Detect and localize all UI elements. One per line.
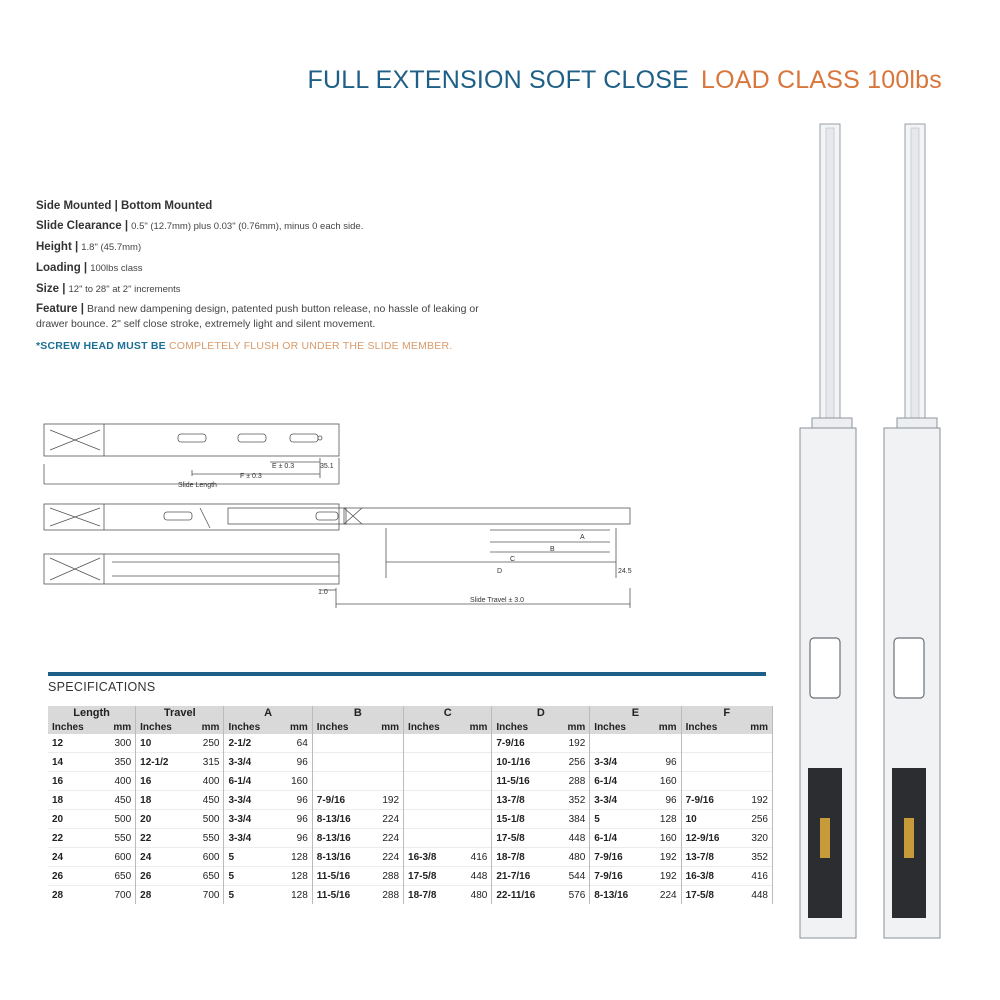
cell-mm: 352 [737,848,772,867]
cell-mm [369,772,404,791]
size-row [36,279,486,300]
cell-inches: 5 [228,851,235,863]
cell-inches: 3-3/4 [594,756,618,768]
cell-inches: 10-1/16 [496,756,531,768]
cell-mm: 400 [189,772,224,791]
cell-mm: 500 [189,810,224,829]
cell-inches: 18 [140,794,152,806]
cell-inches: 17-5/8 [685,889,714,901]
cell-inches: 16-3/8 [408,851,437,863]
cell-mm [737,772,772,791]
table-row [48,734,773,753]
feature-value: Brand new dampening design, patented push button release, no hassle of leaking or drawer bounce. 2" self close stroke, extremely light and silent movement. [36,303,479,330]
cell-inches: 7-9/16 [594,851,623,863]
cell-inches [404,772,457,791]
cell-inches: 7-9/16 [316,794,346,806]
cell-inches [681,753,737,772]
unit-inches: Inches [48,720,101,734]
spec-divider-bar [48,672,766,676]
cell-inches: 24 [140,851,152,863]
cell-mm: 250 [189,734,224,753]
cell-mm: 400 [101,772,136,791]
cell-inches: 8-13/16 [316,832,351,844]
slide-photo-1 [800,124,856,938]
cell-mm: 416 [457,848,492,867]
specifications-table [48,706,773,904]
drawing-label-351: 35.1 [320,463,334,470]
cell-inches: 26 [140,870,152,882]
cell-mm: 550 [189,829,224,848]
cell-mm: 288 [369,867,404,886]
cell-mm: 96 [277,791,312,810]
cell-inches: 3-3/4 [228,756,252,768]
cell-inches: 12-9/16 [685,832,720,844]
unit-inches: Inches [312,720,368,734]
cell-mm: 700 [101,886,136,905]
drawing-label-travel: Slide Travel ± 3.0 [470,597,525,604]
cell-inches [312,772,368,791]
cell-inches: 13-7/8 [685,851,714,863]
cell-inches: 10 [140,737,152,749]
cell-mm: 256 [737,810,772,829]
cell-inches: 26 [52,870,64,882]
cell-mm: 550 [101,829,136,848]
table-row [48,753,773,772]
cell-inches: 16 [52,775,64,787]
cell-mm: 160 [277,772,312,791]
unit-inches: Inches [681,720,737,734]
drawing-label-245: 24.5 [618,568,632,575]
cell-mm: 96 [646,753,681,772]
cell-mm [457,829,492,848]
clearance-label: Slide Clearance | [36,220,129,232]
cell-inches: 11-5/16 [496,775,530,787]
drawing-label-a: A [580,534,585,541]
cell-inches: 6-1/4 [228,775,252,787]
cell-mm: 700 [189,886,224,905]
cell-inches: 7-9/16 [685,794,714,806]
product-properties [36,196,486,356]
cell-inches: 3-3/4 [594,794,618,806]
unit-mm: mm [737,720,772,734]
unit-inches: Inches [492,720,555,734]
cell-inches: 20 [140,813,152,825]
cell-mm [737,753,772,772]
table-unit-header [48,720,773,734]
feature-label: Feature | [36,303,84,315]
cell-mm: 64 [277,734,312,753]
header-e: E [590,706,681,720]
cell-mm: 350 [101,753,136,772]
cell-mm [457,734,492,753]
cell-inches [681,734,737,753]
drawing-label-b: B [550,546,555,553]
header-f: F [681,706,772,720]
drawing-label-e: E ± 0.3 [272,463,295,470]
cell-inches [590,734,646,753]
unit-mm: mm [189,720,224,734]
cell-inches: 17-5/8 [408,870,437,882]
cell-mm: 500 [101,810,136,829]
cell-mm: 384 [555,810,590,829]
drawing-label-c: C [510,556,516,563]
cell-mm: 576 [555,886,590,905]
screw-note [36,336,486,356]
unit-mm: mm [457,720,492,734]
mount-text: Side Mounted | Bottom Mounted [36,200,213,212]
cell-inches [404,810,457,829]
cell-inches: 3-3/4 [228,794,252,806]
cell-mm [737,734,772,753]
cell-inches: 13-7/8 [496,794,525,806]
cell-inches: 18-7/8 [408,889,437,901]
cell-mm: 544 [555,867,590,886]
cell-inches: 17-5/8 [496,832,525,844]
loading-value: 100lbs class [90,263,143,274]
cell-inches [681,772,737,791]
cell-mm: 192 [555,734,590,753]
cell-mm [457,791,492,810]
cell-mm: 224 [369,848,404,867]
unit-inches: Inches [224,720,277,734]
cell-inches: 6-1/4 [594,832,618,844]
cell-mm: 416 [737,867,772,886]
mount-row [36,196,486,216]
cell-mm: 315 [189,753,224,772]
cell-mm: 160 [646,772,681,791]
header-travel: Travel [136,706,224,720]
unit-mm: mm [369,720,404,734]
cell-mm [457,772,492,791]
cell-mm: 448 [555,829,590,848]
cell-inches [404,829,457,848]
cell-mm: 192 [369,791,404,810]
cell-mm: 192 [646,848,681,867]
drawing-slide-extended [44,504,630,578]
cell-mm: 300 [101,734,136,753]
header-a: A [224,706,312,720]
cell-mm: 160 [646,829,681,848]
spec-title: SPECIFICATIONS [48,680,156,694]
cell-inches: 21-7/16 [496,870,531,882]
cell-mm: 192 [646,867,681,886]
cell-mm: 96 [277,829,312,848]
size-label: Size | [36,283,66,295]
unit-mm: mm [555,720,590,734]
table-body [48,734,773,904]
cell-inches: 16 [140,775,152,787]
cell-inches: 28 [140,889,152,901]
cell-mm: 288 [555,772,590,791]
page-title [307,66,942,95]
unit-inches: Inches [136,720,189,734]
cell-mm: 128 [277,848,312,867]
title-part1: FULL EXTENSION SOFT CLOSE [307,66,689,94]
table-row [48,829,773,848]
unit-mm: mm [646,720,681,734]
cell-mm: 224 [369,829,404,848]
cell-inches [312,734,368,753]
cell-mm [457,753,492,772]
cell-inches: 11-5/16 [316,889,351,901]
cell-mm: 256 [555,753,590,772]
cell-mm: 352 [555,791,590,810]
cell-mm [369,753,404,772]
header-c: C [404,706,492,720]
cell-mm: 650 [101,867,136,886]
cell-inches [404,734,457,753]
table-row [48,810,773,829]
screw-note-part1: *SCREW HEAD MUST BE [36,340,166,352]
technical-drawing [40,418,640,610]
cell-inches: 22-11/16 [496,889,536,901]
feature-row [36,302,486,332]
drawing-label-length: Slide Length [178,482,217,489]
loading-label: Loading | [36,262,88,274]
cell-mm: 600 [101,848,136,867]
cell-inches: 15-1/8 [496,813,525,825]
cell-inches: 7-9/16 [594,870,623,882]
cell-mm: 224 [369,810,404,829]
table-row [48,867,773,886]
cell-mm: 288 [369,886,404,905]
cell-inches: 3-3/4 [228,832,252,844]
cell-inches: 3-3/4 [228,813,252,825]
table-row [48,886,773,905]
cell-inches: 5 [228,870,235,882]
loading-row [36,258,486,279]
table-group-header [48,706,773,720]
unit-inches: Inches [404,720,457,734]
cell-inches: 6-1/4 [594,775,618,787]
height-row [36,237,486,258]
unit-mm: mm [101,720,136,734]
cell-inches: 16-3/8 [685,870,714,882]
table-row [48,791,773,810]
screw-note-part2: COMPLETELY FLUSH OR UNDER THE SLIDE MEMBER. [168,340,453,352]
cell-mm: 96 [646,791,681,810]
cell-inches [404,791,457,810]
cell-inches: 5 [594,813,600,825]
cell-inches: 22 [52,832,64,844]
cell-inches [404,753,457,772]
drawing-label-10: 1.0 [318,589,328,596]
clearance-row [36,216,486,237]
cell-inches: 8-13/16 [316,851,351,863]
cell-mm: 192 [737,791,772,810]
drawing-label-f: F ± 0.3 [240,473,262,480]
cell-mm: 480 [457,886,492,905]
header-b: B [312,706,403,720]
cell-inches: 20 [52,813,64,825]
cell-inches: 2-1/2 [228,737,252,749]
cell-inches: 8-13/16 [316,813,351,825]
title-part2: LOAD CLASS 100lbs [700,66,942,94]
cell-inches: 10 [685,813,697,825]
cell-mm: 448 [457,867,492,886]
cell-inches: 14 [52,756,64,768]
table-row [48,772,773,791]
cell-mm: 450 [189,791,224,810]
size-value: 12" to 28" at 2" increments [68,284,181,295]
cell-mm: 480 [555,848,590,867]
cell-inches: 28 [52,889,64,901]
cell-inches: 7-9/16 [496,737,525,749]
cell-inches [312,753,368,772]
cell-mm: 320 [737,829,772,848]
cell-mm: 96 [277,753,312,772]
cell-inches: 5 [228,889,235,901]
unit-inches: Inches [590,720,646,734]
drawing-label-d: D [497,568,503,575]
header-d: D [492,706,590,720]
cell-inches: 12-1/2 [140,756,169,768]
clearance-value: 0.5" (12.7mm) plus 0.03" (0.76mm), minus 0 each side. [131,221,364,232]
cell-mm: 128 [277,886,312,905]
cell-mm: 450 [101,791,136,810]
unit-mm: mm [277,720,312,734]
cell-inches: 18-7/8 [496,851,525,863]
cell-inches: 11-5/16 [316,870,351,882]
cell-mm [646,734,681,753]
table-row [48,848,773,867]
height-value: 1.8" (45.7mm) [81,242,142,253]
slide-photo-2 [884,124,940,938]
cell-inches: 18 [52,794,64,806]
cell-inches: 8-13/16 [594,889,629,901]
cell-inches: 22 [140,832,152,844]
cell-mm: 600 [189,848,224,867]
cell-mm: 224 [646,886,681,905]
slide-product-photos [790,118,970,948]
cell-inches: 24 [52,851,64,863]
cell-mm: 448 [737,886,772,905]
height-label: Height | [36,241,79,253]
cell-mm: 128 [277,867,312,886]
cell-mm [369,734,404,753]
header-length: Length [48,706,136,720]
cell-mm [457,810,492,829]
drawing-slide-closed [44,424,339,484]
cell-inches: 12 [52,737,64,749]
cell-mm: 96 [277,810,312,829]
cell-mm: 128 [646,810,681,829]
cell-mm: 650 [189,867,224,886]
